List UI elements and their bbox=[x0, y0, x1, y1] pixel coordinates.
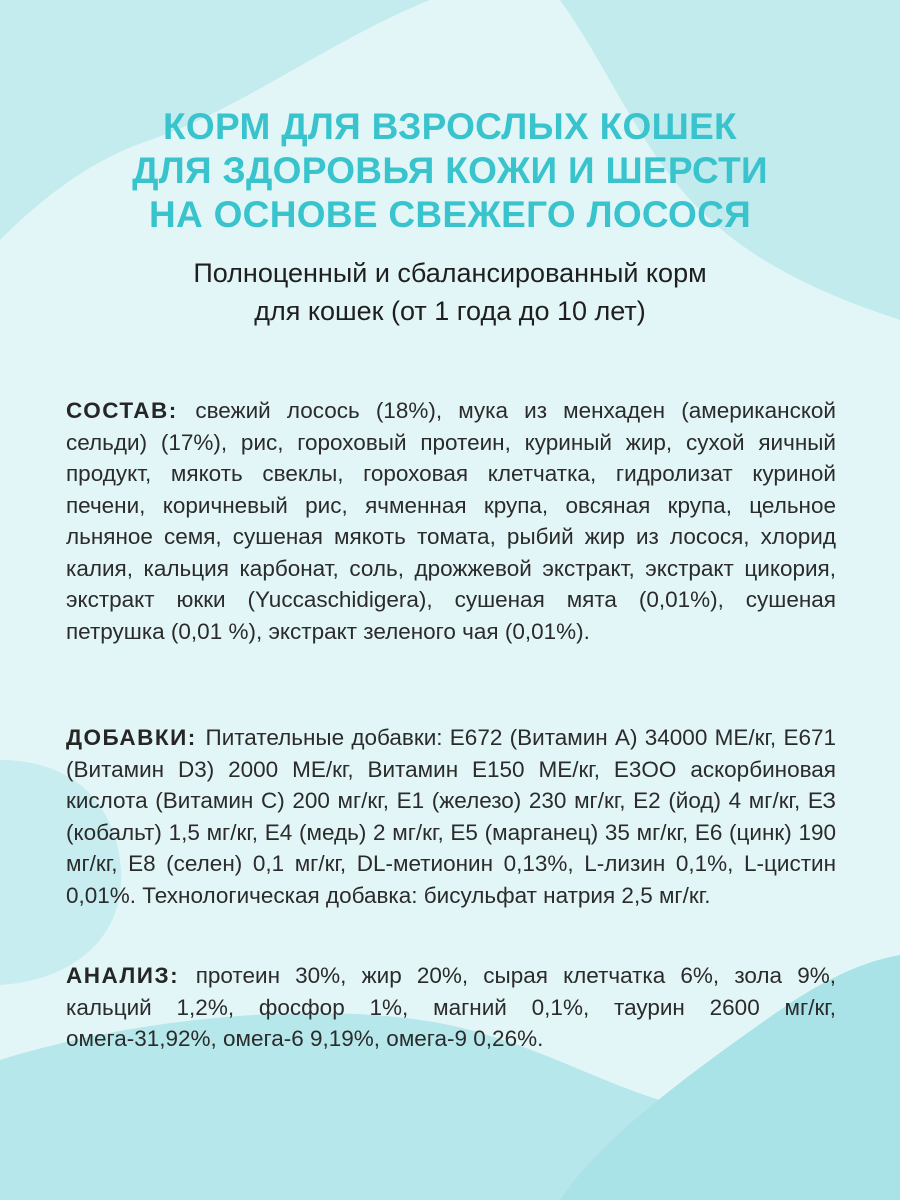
additives-section bbox=[66, 722, 836, 911]
analysis-label: АНАЛИЗ: bbox=[66, 963, 196, 988]
composition-section bbox=[66, 395, 836, 647]
page-subtitle bbox=[0, 254, 900, 330]
additives-label: ДОБАВКИ: bbox=[66, 725, 206, 750]
analysis-section bbox=[66, 960, 836, 1055]
analysis-text: протеин 30%, жир 20%, сырая клетчатка 6%, зола 9%, кальций 1,2%, фосфор 1%, магний 0,1%, таурин 2600 мг/кг, омега-31,92%, омега-6 9,19%, омега-9 0,26%. bbox=[66, 963, 836, 1051]
page-title bbox=[0, 105, 900, 237]
additives-text: Питательные добавки: E672 (Витамин А) 34000 МЕ/кг, Е671 (Витамин D3) 2000 МЕ/кг, Витамин Е150 МЕ/кг, Е3ОО аскорбиновая кислота (Витамин С) 200 мг/кг, E1 (железо) 230 мг/кг, Е2 (йод) 4 мг/кг, ЕЗ (кобальт) 1,5 мг/кг, Е4 (медь) 2 мг/кг, Е5 (марганец) 35 мг/кг, Е6 (цинк) 190 мг/кг, Е8 (селен) 0,1 мг/кг, DL-метионин 0,13%, L-лизин 0,1%, L-цистин 0,01%. Технологическая добавка: бисульфат натрия 2,5 мг/кг. bbox=[66, 725, 836, 908]
title-line-1: КОРМ ДЛЯ ВЗРОСЛЫХ КОШЕК bbox=[163, 106, 737, 147]
subtitle-line-1: Полноценный и сбалансированный корм bbox=[193, 258, 707, 288]
title-line-2: ДЛЯ ЗДОРОВЬЯ КОЖИ И ШЕРСТИ bbox=[132, 150, 768, 191]
subtitle-line-2: для кошек (от 1 года до 10 лет) bbox=[254, 296, 646, 326]
composition-label: СОСТАВ: bbox=[66, 398, 196, 423]
composition-text: свежий лосось (18%), мука из менхаден (американской сельди) (17%), рис, гороховый протеин, куриный жир, сухой яичный продукт, мякоть свеклы, гороховая клетчатка, гидролизат куриной печени, коричневый рис, ячменная крупа, овсяная крупа, цельное льняное семя, сушеная мякоть томата, рыбий жир из лосося, хлорид калия, кальция карбонат, соль, дрожжевой экстракт, экстракт цикория, экстракт юкки (Yuccaschidigera), сушеная мята (0,01%), сушеная петрушка (0,01 %), экстракт зеленого чая (0,01%). bbox=[66, 398, 836, 644]
title-line-3: НА ОСНОВЕ СВЕЖЕГО ЛОСОСЯ bbox=[148, 194, 752, 235]
